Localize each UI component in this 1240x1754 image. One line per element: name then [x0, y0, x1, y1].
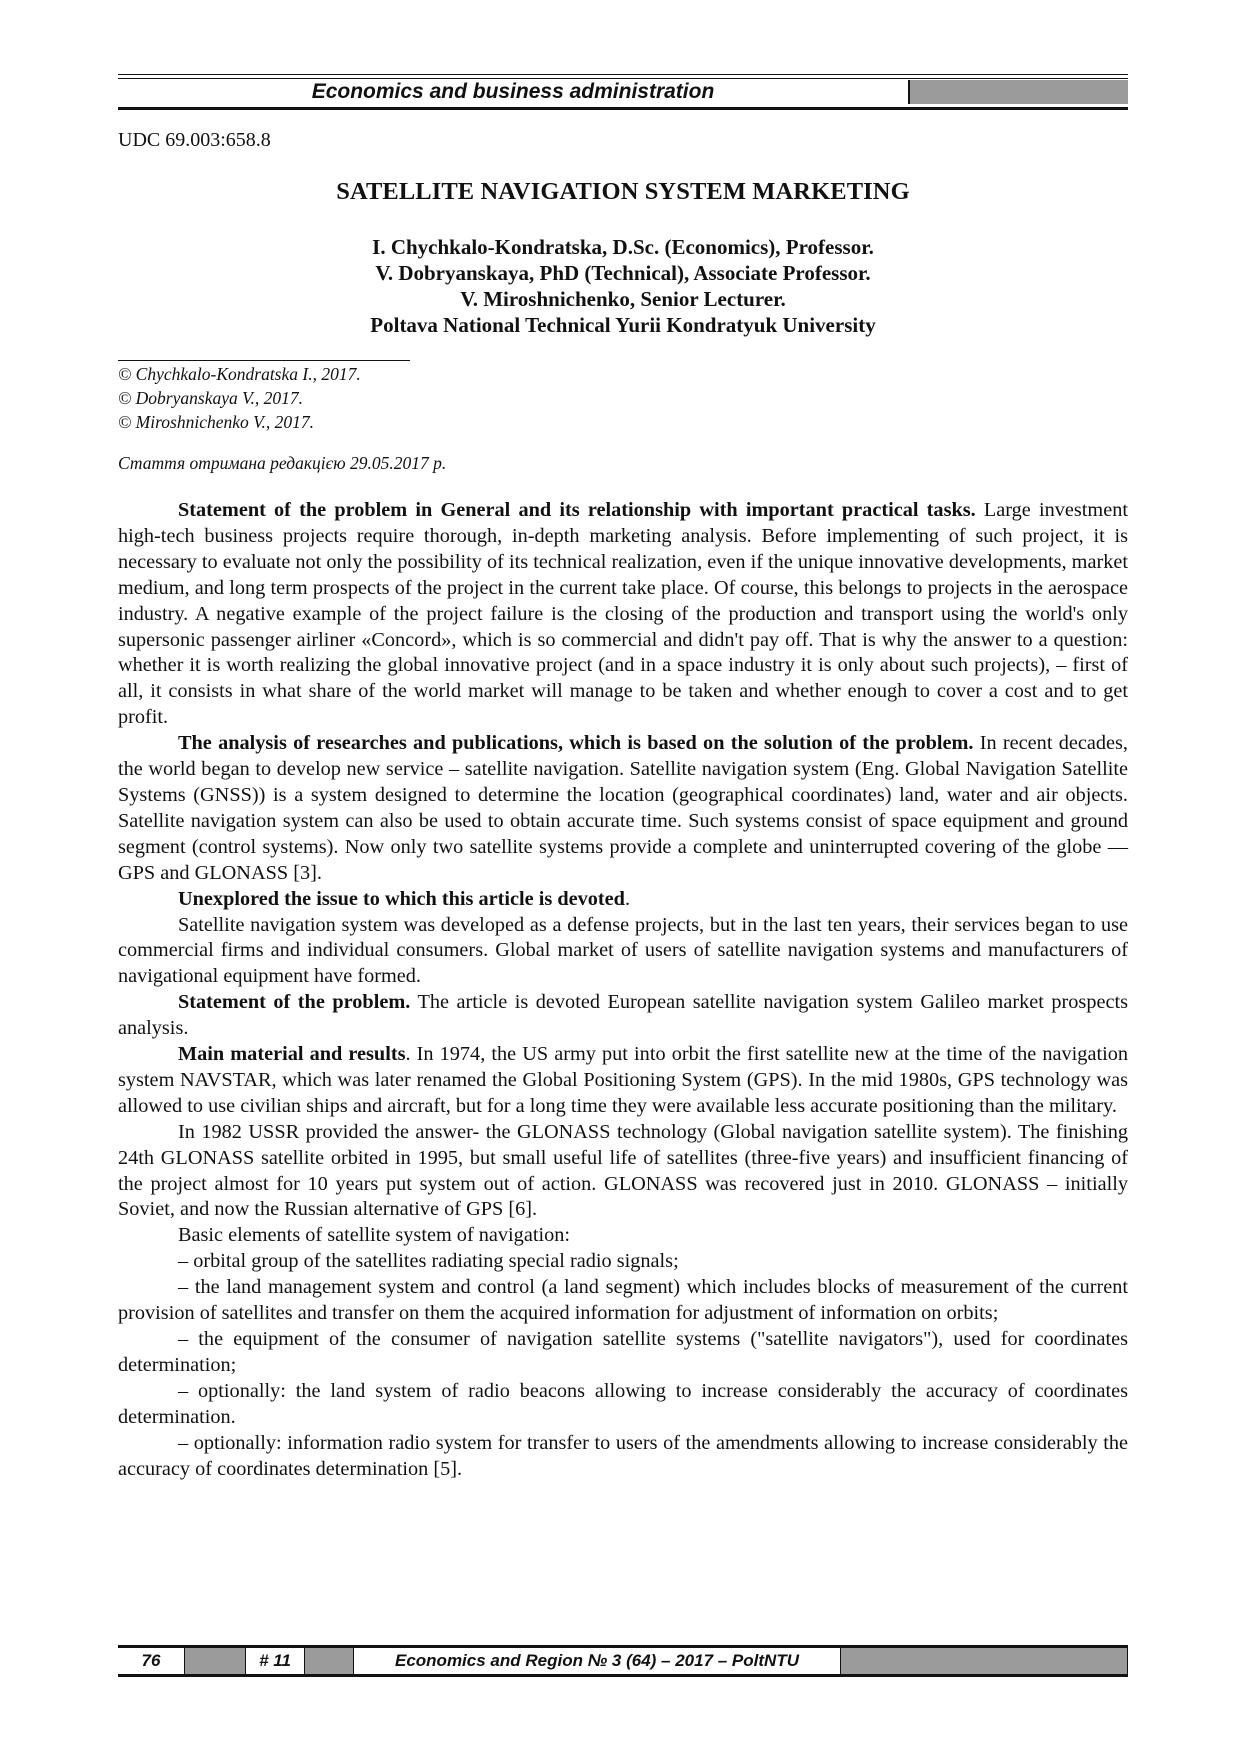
paragraph-heading: Statement of the problem.: [178, 991, 411, 1014]
copyright-notes: [118, 362, 361, 434]
paragraph-heading: The analysis of researches and publications, which is based on the solution of the problem.: [178, 732, 974, 755]
running-header: [118, 74, 1128, 110]
author-block: [118, 234, 1128, 338]
running-footer: [118, 1645, 1128, 1677]
paragraph-heading: Main material and results: [178, 1043, 406, 1066]
paragraph-heading: Unexplored the issue to which this article is devoted: [178, 887, 625, 910]
list-item: – the equipment of the consumer of navigation satellite systems ("satellite navigators"), used for coordinates determination;: [118, 1328, 1128, 1376]
footnote-rule: [118, 360, 410, 361]
copyright-line: © Dobryanskaya V., 2017.: [118, 388, 304, 408]
page-number: 76: [141, 1651, 161, 1670]
author-line: I. Chychkalo-Kondratska, D.Sc. (Economics), Professor.: [372, 235, 874, 259]
paragraph: Unexplored the issue to which this article is devoted.: [178, 887, 631, 910]
article-body: [118, 498, 1128, 1482]
author-line: V. Dobryanskaya, PhD (Technical), Associate Professor.: [375, 261, 871, 285]
article-title: SATELLITE NAVIGATION SYSTEM MARKETING: [336, 178, 910, 205]
paragraph-heading: Statement of the problem in General and its relationship with important practical tasks.: [178, 499, 976, 521]
paragraph: Statement of the problem. The article is devoted European satellite navigation system Galileo market prospects analysis.: [118, 991, 1128, 1040]
list-item: – the land management system and control (a land segment) which includes blocks of measurement of the current provision of satellites and transfer on them the acquired information for adjustment of information on orbits;: [118, 1276, 1128, 1325]
list-item: – orbital group of the satellites radiating special radio signals;: [178, 1250, 679, 1273]
paragraph: The analysis of researches and publications, which is based on the solution of the problem. In recent decades, the world began to develop new service – satellite navigation. Satellite navigation system (Eng. Global Navigation Satellite Systems (GNSS)) is a system designed to determine the location (geographical coordinates) land, water and air objects. Satellite navigation system can also be used to obtain accurate time. Such systems consist of space equipment and ground segment (control systems). Now only two satellite systems provide a complete and uninterrupted covering of the globe — GPS and GLONASS [3].: [118, 732, 1128, 884]
copyright-line: © Chychkalo-Kondratska I., 2017.: [118, 364, 361, 384]
paragraph: Basic elements of satellite system of navigation:: [178, 1224, 571, 1247]
copyright-line: © Miroshnichenko V., 2017.: [118, 412, 315, 432]
issue-number: # 11: [259, 1651, 291, 1670]
paragraph: Satellite navigation system was developed as a defense projects, but in the last ten years, their services began to use commercial firms and individual consumers. Global market of users of satellite navigation systems and manufacturers of navigational equipment have formed.: [118, 913, 1128, 988]
received-date: Стаття отримана редакцією 29.05.2017 р.: [118, 453, 447, 473]
paragraph: Main material and results. In 1974, the US army put into orbit the first satellite new at the time of the navigation system NAVSTAR, which was later renamed the Global Positioning System (GPS). In the mid 1980s, GPS technology was allowed to use civilian ships and aircraft, but for a long time they were available less accurate positioning than the military.: [118, 1043, 1129, 1117]
footer-shade: [184, 1648, 246, 1674]
footer-shade: [304, 1648, 354, 1674]
udc-code: UDC 69.003:658.8: [118, 129, 271, 151]
list-item: – optionally: the land system of radio beacons allowing to increase considerably the accuracy of coordinates determination.: [118, 1379, 1128, 1428]
paragraph: In 1982 USSR provided the answer- the GLONASS technology (Global navigation satellite system). The finishing 24th GLONASS satellite orbited in 1995, but small useful life of satellites (three-five years) and insufficient financing of the project almost for 10 years put system out of action. GLONASS was recovered just in 2010. GLONASS – initially Soviet, and now the Russian alternative of GPS [6].: [118, 1120, 1128, 1221]
author-line: V. Miroshnichenko, Senior Lecturer.: [460, 287, 786, 311]
affiliation: Poltava National Technical Yurii Kondratyuk University: [370, 313, 876, 337]
header-shade: [908, 80, 1128, 104]
footer-shade: [840, 1648, 1128, 1674]
paragraph: Statement of the problem in General and its relationship with important practical tasks. Large investment high-tech business projects require thorough, in-depth marketing analysis. Before implementing of such project, it is necessary to evaluate not only the possibility of its technical realization, even if the unique innovative developments, market medium, and long term prospects of the project in the current take place. Of course, this belongs to projects in the aerospace industry. A negative example of the project failure is the closing of the production and transport using the world's only supersonic passenger airliner «Concord», which is so commercial and didn't pay off. That is why the answer to a question: whether it is worth realizing the global innovative project (and in a space industry it is only about such projects), – first of all, it consists in what share of the world market will manage to be taken and whether enough to cover a cost and to get profit.: [118, 499, 1128, 729]
list-item: – optionally: information radio system for transfer to users of the amendments allowing to increase considerably the accuracy of coordinates determination [5].: [118, 1431, 1128, 1480]
journal-name: Economics and Region № 3 (64) – 2017 – PoltNTU: [395, 1651, 799, 1670]
header-title: Economics and business administration: [311, 80, 715, 103]
